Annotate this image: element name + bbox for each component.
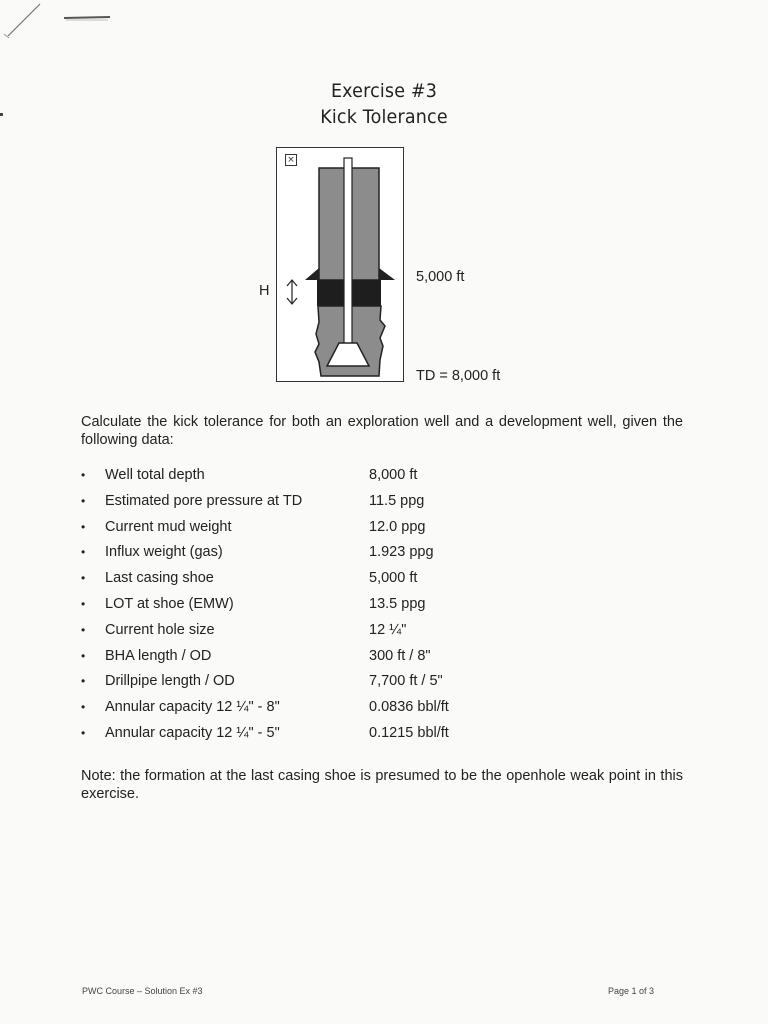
footer-page-number: Page 1 of 3 — [608, 986, 655, 996]
item-value: 1.923 ppg — [369, 544, 434, 561]
item-label: Influx weight (gas) — [105, 544, 223, 561]
h-label: H — [259, 283, 270, 299]
item-label: Current hole size — [105, 621, 215, 638]
title-line-2: Kick Tolerance — [320, 106, 448, 128]
item-value: 11.5 ppg — [369, 492, 425, 509]
item-label: Estimated pore pressure at TD — [105, 492, 303, 509]
list-item — [81, 490, 681, 516]
bullet-icon: • — [81, 571, 86, 586]
casing-depth-label: 5,000 ft — [416, 269, 465, 285]
item-label: Drillpipe length / OD — [105, 673, 235, 690]
double-arrow-icon — [284, 278, 300, 306]
list-item — [81, 516, 681, 542]
item-label: Annular capacity 12 ¼" - 5" — [105, 724, 280, 741]
item-label: BHA length / OD — [105, 647, 212, 664]
note-paragraph: Note: the formation at the last casing shoe is presumed to be the openhole weak point in this exercise. — [81, 768, 683, 802]
bullet-icon: • — [81, 700, 86, 715]
item-value: 8,000 ft — [369, 467, 418, 483]
page-title — [0, 78, 768, 130]
list-item — [81, 541, 681, 567]
broken-image-icon: × — [285, 154, 297, 166]
item-value: 0.1215 bbl/ft — [369, 724, 449, 741]
pen-mark — [0, 0, 130, 50]
given-data-list — [81, 464, 681, 748]
bullet-icon: • — [81, 519, 86, 534]
bullet-icon: • — [81, 468, 86, 482]
item-label: Last casing shoe — [105, 570, 214, 587]
casing-shoe-left — [305, 268, 319, 280]
bullet-icon: • — [81, 493, 86, 508]
list-item — [81, 670, 681, 696]
item-value: 0.0836 bbl/ft — [369, 699, 449, 716]
wellbore-svg — [277, 148, 405, 383]
list-item — [81, 464, 681, 490]
list-item — [81, 645, 681, 671]
item-value: 5,000 ft — [369, 570, 418, 587]
bullet-icon: • — [81, 674, 86, 689]
item-label: Well total depth — [105, 467, 205, 483]
list-item — [81, 722, 681, 748]
list-item — [81, 593, 681, 619]
item-value: 12 ¼" — [369, 621, 407, 638]
bullet-icon: • — [81, 545, 86, 560]
list-item — [81, 567, 681, 593]
item-label: Annular capacity 12 ¼" - 8" — [105, 699, 280, 716]
item-label: LOT at shoe (EMW) — [105, 595, 234, 612]
item-value: 300 ft / 8" — [369, 647, 431, 664]
list-item — [81, 696, 681, 722]
bullet-icon: • — [81, 596, 86, 611]
drillpipe — [344, 158, 352, 344]
bullet-icon: • — [81, 725, 86, 740]
title-line-1: Exercise #3 — [330, 80, 438, 102]
footer-course-label: PWC Course – Solution Ex #3 — [82, 986, 203, 996]
casing-shoe-right — [379, 268, 395, 280]
wellbore-diagram — [276, 147, 404, 382]
total-depth-label: TD = 8,000 ft — [416, 368, 501, 384]
item-label: Current mud weight — [105, 518, 232, 535]
bullet-icon: • — [81, 648, 86, 663]
item-value: 12.0 ppg — [369, 518, 426, 535]
list-item — [81, 619, 681, 645]
item-value: 13.5 ppg — [369, 595, 426, 612]
intro-paragraph: Calculate the kick tolerance for both an exploration well and a development well, given the following data: — [81, 414, 683, 448]
item-value: 7,700 ft / 5" — [369, 673, 443, 690]
bullet-icon: • — [81, 622, 86, 637]
